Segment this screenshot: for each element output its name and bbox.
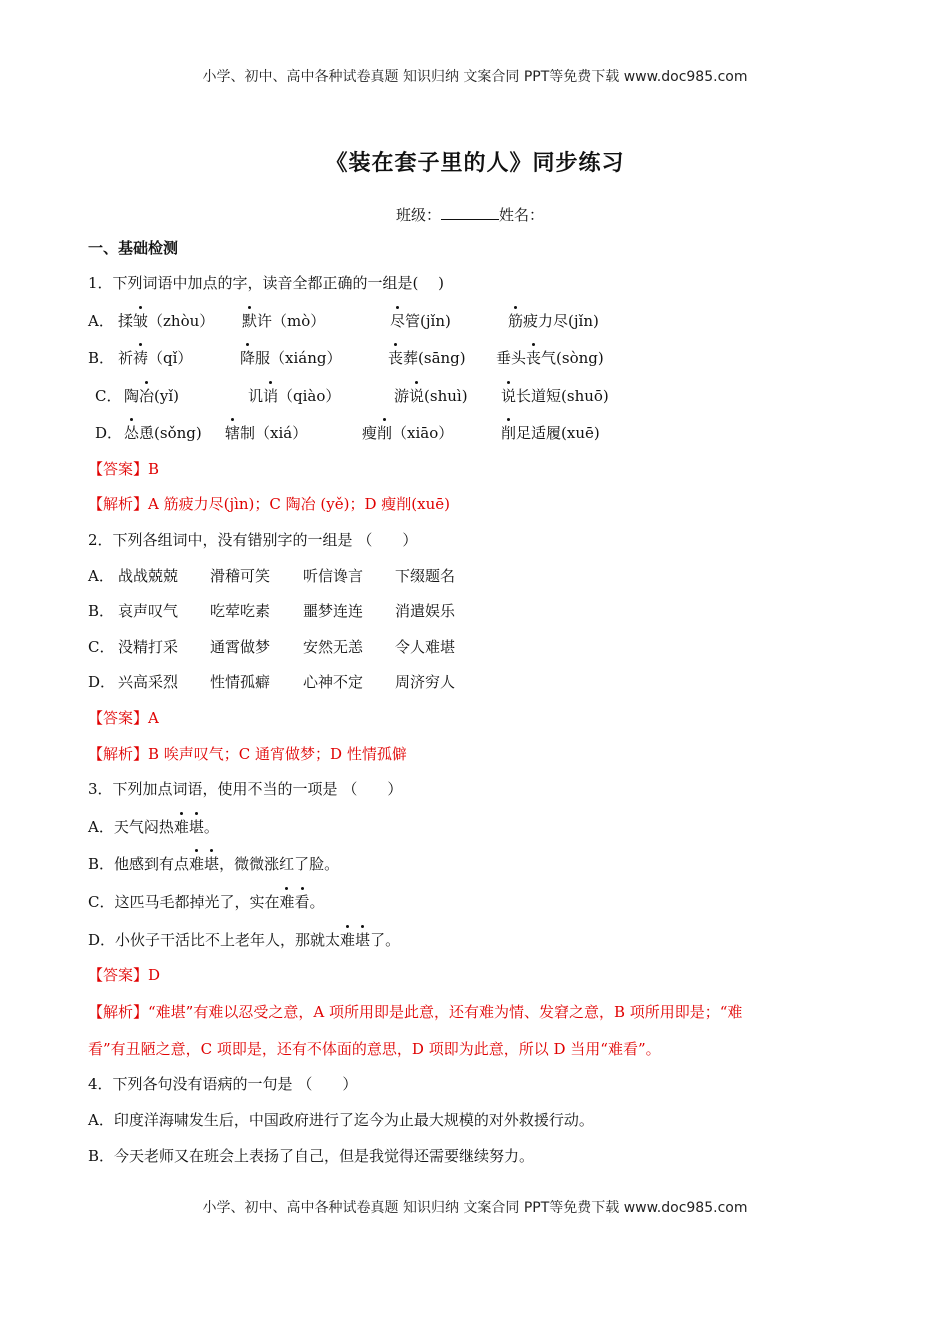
q3-c-pre: C．这匹马毛都掉光了，实在 (88, 893, 280, 911)
q3-a-pre: A．天气闷热 (88, 818, 174, 836)
q3-option-d (88, 930, 400, 950)
q1-d-w4b: 足适履(xuē) (516, 424, 600, 442)
q2-b-label: B． (88, 602, 115, 620)
q1-d-w3c: （xiāo） (392, 424, 454, 442)
q1-b-w1b-dotted: 祷 (133, 349, 149, 367)
q2-analysis: 【解析】B 唉声叹气；C 通宵做梦；D 性情孤僻 (88, 745, 407, 763)
q1-b-w4c: 气(sòng) (541, 349, 604, 367)
q1-b-w3a-dotted: 丧 (388, 349, 404, 367)
q1-c-w1b-dotted: 冶 (139, 387, 155, 405)
q1-d-w1b: 恿(sǒng) (139, 424, 202, 442)
section-heading: 一、基础检测 (88, 239, 179, 257)
q1-a-w1a: 揉 (118, 312, 134, 330)
q3-a-post: 。 (203, 818, 219, 836)
q1-a-w3c: (jǐn) (420, 312, 451, 330)
q3-d-post: 了。 (370, 931, 401, 949)
q3-c-dotted-1: 难 (279, 893, 295, 911)
q1-b-w4a: 垂头 (496, 349, 527, 367)
q1-d-w2b: 制（xiá） (240, 424, 308, 442)
q1-c-w2b-dotted: 诮 (263, 387, 279, 405)
q1-c-label: C． (95, 387, 122, 405)
q1-d-w1a-dotted: 怂 (124, 424, 140, 442)
q1-d-label: D． (95, 424, 123, 442)
q2-answer: 【答案】A (88, 709, 159, 727)
q3-stem: 3．下列加点词语，使用不当的一项是 （ ） (88, 780, 403, 798)
q2-d-label: D． (88, 673, 116, 691)
q1-b-label: B． (88, 349, 115, 367)
q1-d-w3b-dotted: 削 (377, 424, 393, 442)
q1-a-w4a-dotted: 筋 (508, 312, 524, 330)
q1-c-w4a-dotted: 说 (501, 387, 517, 405)
q2-b-item-2: 吃荤吃素 (210, 602, 271, 620)
class-label: 班级： (396, 206, 442, 224)
q2-a-item-4: 下缀题名 (395, 567, 456, 585)
q1-c-w2c: （qiào） (278, 387, 341, 405)
q1-answer: 【答案】B (88, 460, 160, 478)
q3-option-c (88, 892, 325, 912)
q1-c-w2a: 讥 (248, 387, 264, 405)
q2-d-item-2: 性情孤癖 (210, 673, 271, 691)
page-header: 小学、初中、高中各种试卷真题 知识归纳 文案合同 PPT等免费下载 www.doc985.com (202, 69, 748, 85)
page-title: 《装在套子里的人》同步练习 (325, 151, 625, 176)
q4-option-a: A．印度洋海啸发生后，中国政府进行了迄今为止最大规模的对外救援行动。 (88, 1111, 594, 1129)
q1-d-w4a-dotted: 削 (501, 424, 517, 442)
q1-analysis: 【解析】A 筋疲力尽(jìn)；C 陶冶 (yě)；D 瘦削(xuē) (88, 495, 450, 513)
q3-b-pre: B．他感到有点 (88, 855, 190, 873)
q3-a-dotted-2: 堪 (188, 818, 204, 836)
q1-a-w2a-dotted: 默 (242, 312, 258, 330)
q2-c-item-3: 安然无恙 (303, 638, 364, 656)
q3-option-b (88, 854, 339, 874)
q3-b-dotted-2: 堪 (204, 855, 220, 873)
q3-answer: 【答案】D (88, 966, 161, 984)
q1-c-w3a: 游 (394, 387, 410, 405)
q3-a-dotted-1: 难 (173, 818, 189, 836)
q3-b-post: ，微微涨红了脸。 (219, 855, 340, 873)
q1-b-w2c: （xiáng） (270, 349, 342, 367)
q2-d-item-3: 心神不定 (303, 673, 364, 691)
q1-d-w3a: 瘦 (362, 424, 378, 442)
q1-d-w2a-dotted: 辖 (225, 424, 241, 442)
q1-a-w2b: 许 (257, 312, 273, 330)
q1-b-w1a: 祈 (118, 349, 134, 367)
q1-a-w3a-dotted: 尽 (390, 312, 406, 330)
q1-a-w1c: （zhòu） (148, 312, 215, 330)
q2-a-item-2: 滑稽可笑 (210, 567, 271, 585)
q2-d-item-1: 兴高采烈 (118, 673, 179, 691)
q1-c-w3b-dotted: 说 (409, 387, 425, 405)
q4-stem: 4．下列各句没有语病的一句是 （ ） (88, 1075, 358, 1093)
q2-b-item-4: 消遣娱乐 (395, 602, 456, 620)
q4-option-b: B．今天老师又在班会上表扬了自己，但是我觉得还需要继续努力。 (88, 1147, 535, 1165)
q1-b-w3b: 葬 (403, 349, 419, 367)
q3-d-pre: D．小伙子干活比不上老年人，那就太 (88, 931, 341, 949)
q2-b-item-1: 哀声叹气 (118, 602, 179, 620)
q2-a-item-3: 听信谗言 (303, 567, 364, 585)
name-label: 姓名： (499, 206, 545, 224)
q1-a-label: A． (88, 312, 114, 330)
q1-c-w1a: 陶 (124, 387, 140, 405)
q3-analysis-line-1: 【解析】“难堪”有难以忍受之意，A 项所用即是此意，还有难为情、发窘之意，B 项所用即是；“难 (88, 1003, 743, 1021)
class-name-line (396, 204, 544, 225)
q3-c-dotted-2: 看 (294, 893, 310, 911)
q1-b-w4b-dotted: 丧 (526, 349, 542, 367)
q3-option-a (88, 817, 219, 837)
q1-c-w3c: (shuì) (424, 387, 468, 405)
q1-a-w4b: 疲力尽(jǐn) (523, 312, 599, 330)
q2-c-item-1: 没精打采 (118, 638, 179, 656)
q1-b-w1c: （qǐ） (148, 349, 193, 367)
q2-b-item-3: 噩梦连连 (303, 602, 364, 620)
q1-a-w1b-dotted: 皱 (133, 312, 149, 330)
q2-stem: 2．下列各组词中，没有错别字的一组是 （ ） (88, 531, 418, 549)
q1-a-w2c: （mò） (272, 312, 326, 330)
q1-c-w4b: 长道短(shuō) (516, 387, 609, 405)
q1-b-w2b: 服 (255, 349, 271, 367)
q2-c-label: C． (88, 638, 115, 656)
q3-analysis-line-2: 看”有丑陋之意，C 项即是，还有不体面的意思，D 项即为此意，所以 D 当用“难看”。 (88, 1040, 661, 1058)
q2-c-item-4: 令人难堪 (395, 638, 456, 656)
q3-b-dotted-1: 难 (189, 855, 205, 873)
q3-d-dotted-1: 难 (340, 931, 356, 949)
q3-d-dotted-2: 堪 (355, 931, 371, 949)
q2-a-item-1: 战战兢兢 (118, 567, 179, 585)
q1-c-w1c: (yǐ) (154, 387, 180, 405)
q2-d-item-4: 周济穷人 (395, 673, 456, 691)
q2-c-item-2: 通霄做梦 (210, 638, 271, 656)
page-footer: 小学、初中、高中各种试卷真题 知识归纳 文案合同 PPT等免费下载 www.doc985.com (202, 1200, 748, 1216)
q1-b-w3c: (sāng) (418, 349, 466, 367)
q1-b-w2a-dotted: 降 (240, 349, 256, 367)
q2-a-label: A． (88, 567, 114, 585)
class-blank[interactable] (441, 205, 499, 220)
q1-stem: 1．下列词语中加点的字，读音全都正确的一组是( ) (88, 274, 445, 292)
q1-a-w3b: 管 (405, 312, 421, 330)
q3-c-post: 。 (309, 893, 325, 911)
